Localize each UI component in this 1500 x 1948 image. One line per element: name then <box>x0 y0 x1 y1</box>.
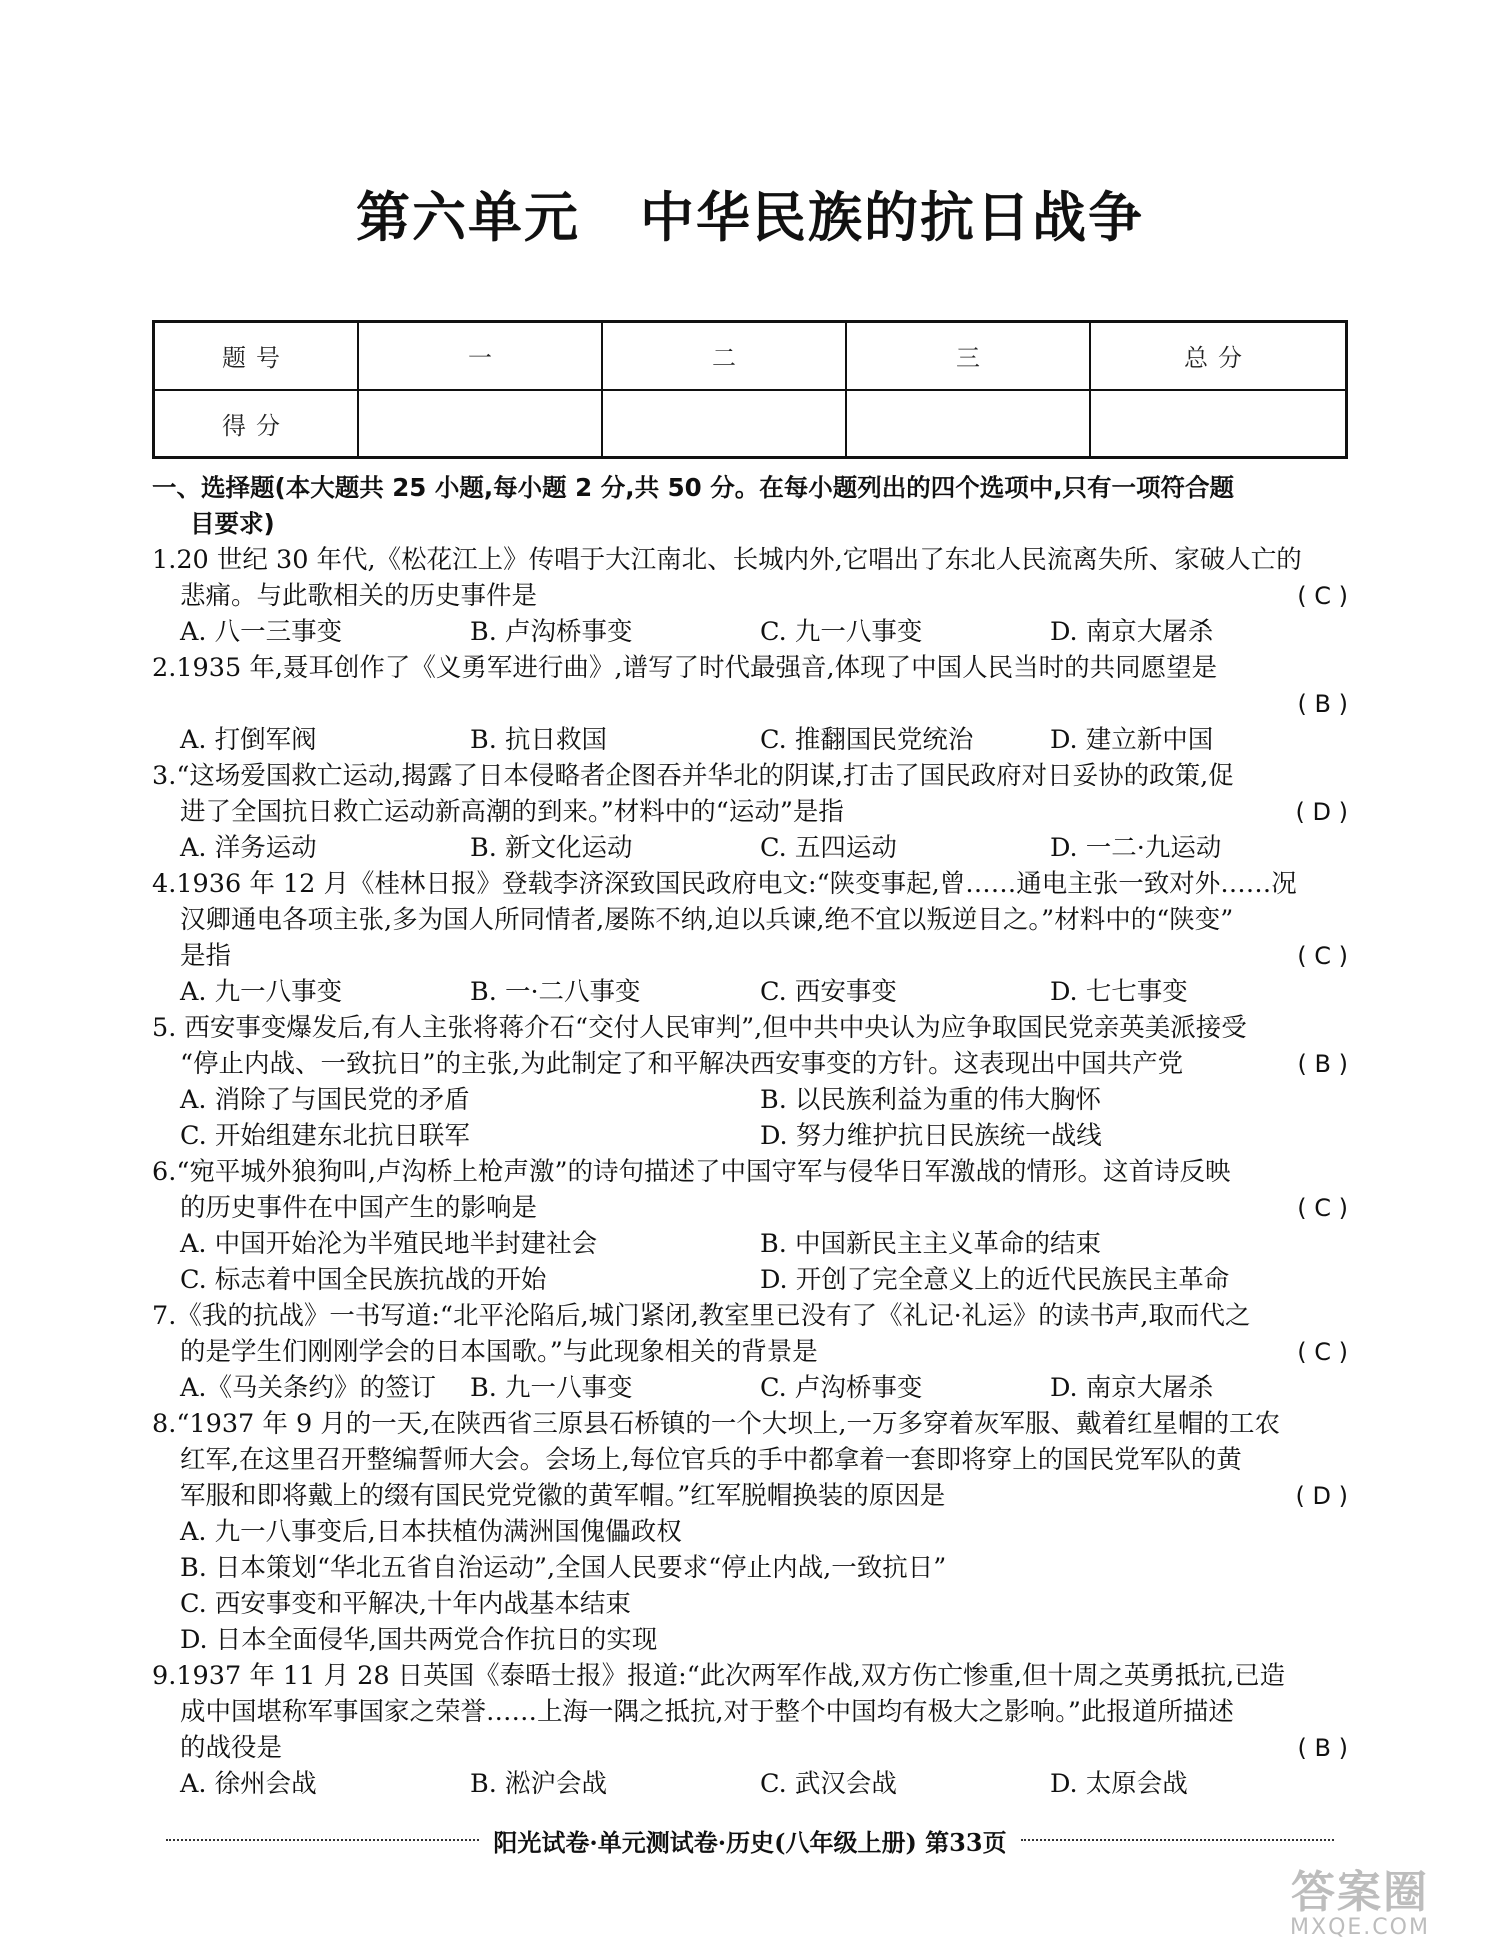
answer-mark: ( B ) <box>1297 690 1348 718</box>
options <box>152 1766 1348 1802</box>
page-footer <box>152 1820 1348 1860</box>
question-stem: 红军,在这里召开整编誓师大会。会场上,每位官兵的手中都拿着一套即将穿上的国民党军队的黄 <box>180 1445 1242 1475</box>
question-1 <box>152 542 1348 650</box>
options <box>152 1262 1348 1298</box>
question-stem-row <box>152 938 1348 974</box>
option-b: B. 卢沟桥事变 <box>470 617 633 647</box>
question-stem: “停止内战、一致抗日”的主张,为此制定了和平解决西安事变的方针。这表现出中国共产党 <box>180 1049 1184 1079</box>
option-c: C. 卢沟桥事变 <box>760 1373 923 1403</box>
question-stem: 2.1935 年,聂耳创作了《义勇军进行曲》,谱写了时代最强音,体现了中国人民当时的共同愿望是 <box>152 653 1218 683</box>
option-d: D. 南京大屠杀 <box>1050 617 1214 647</box>
option-c: C. 标志着中国全民族抗战的开始 <box>180 1265 547 1295</box>
option-b: B. 抗日救国 <box>470 725 607 755</box>
score-header-cell: 总分 <box>1090 322 1347 390</box>
answer-mark: ( C ) <box>1297 1194 1348 1222</box>
question-stem: 成中国堪称军事国家之荣誉……上海一隅之抵抗,对于整个中国均有极大之影响。”此报道所描述 <box>180 1697 1234 1727</box>
options <box>152 614 1348 650</box>
options <box>152 974 1348 1010</box>
unit-label: 第六单元 <box>356 186 580 249</box>
option-c: C. 开始组建东北抗日联军 <box>180 1121 470 1151</box>
answer-mark: ( B ) <box>1297 1050 1348 1078</box>
option-b: B. 九一八事变 <box>470 1373 633 1403</box>
question-stem-row <box>152 1478 1348 1514</box>
watermark-text: 答案圈 <box>1291 1867 1429 1918</box>
option-c: C. 武汉会战 <box>760 1769 897 1799</box>
question-stem-row <box>152 1730 1348 1766</box>
question-stem: 4.1936 年 12 月《桂林日报》登载李济深致国民政府电文:“陕变事起,曾……通电主张一致对外……况 <box>152 869 1297 899</box>
answer-mark: ( C ) <box>1297 582 1348 610</box>
option-d: D. 七七事变 <box>1050 977 1188 1007</box>
question-6 <box>152 1154 1348 1298</box>
answer-mark: ( C ) <box>1297 1338 1348 1366</box>
option-d: D. 太原会战 <box>1050 1769 1188 1799</box>
answer-mark: ( D ) <box>1295 1482 1348 1510</box>
option-a: A. 洋务运动 <box>180 833 317 863</box>
question-stem: 汉卿通电各项主张,多为国人所同情者,屡陈不纳,迫以兵谏,绝不宜以叛逆目之。”材料中的“陕变” <box>180 905 1234 935</box>
option-d: D. 日本全面侵华,国共两党合作抗日的实现 <box>180 1625 658 1655</box>
option-a: A. 九一八事变 <box>180 977 343 1007</box>
question-7 <box>152 1298 1348 1406</box>
question-stem: 5. 西安事变爆发后,有人主张将蒋介石“交付人民审判”,但中共中央认为应争取国民党亲英美派接受 <box>152 1013 1247 1043</box>
option-a: A. 徐州会战 <box>180 1769 317 1799</box>
question-stem-row <box>152 794 1348 830</box>
options <box>152 830 1348 866</box>
question-stem: 的是学生们刚刚学会的日本国歌。”与此现象相关的背景是 <box>180 1337 818 1367</box>
question-stem: 1.20 世纪 30 年代,《松花江上》传唱于大江南北、长城内外,它唱出了东北人民流离失所、家破人亡的 <box>152 545 1302 575</box>
option-a: A. 八一三事变 <box>180 617 343 647</box>
option-d: D. 建立新中国 <box>1050 725 1214 755</box>
option-a: A. 九一八事变后,日本扶植伪满洲国傀儡政权 <box>180 1517 682 1547</box>
score-cell[interactable] <box>846 390 1090 458</box>
score-cell[interactable] <box>358 390 602 458</box>
option-b: B. 一·二八事变 <box>470 977 641 1007</box>
score-header-cell: 一 <box>358 322 602 390</box>
option-c: C. 西安事变和平解决,十年内战基本结束 <box>180 1589 631 1619</box>
answer-mark: ( C ) <box>1297 942 1348 970</box>
footer-text: 阳光试卷·单元测试卷·历史(八年级上册) 第33页 <box>493 1827 1007 1857</box>
score-table-score-row <box>154 390 1347 458</box>
question-stem-row <box>152 1190 1348 1226</box>
option-d: D. 南京大屠杀 <box>1050 1373 1214 1403</box>
question-stem: 的战役是 <box>180 1733 283 1763</box>
question-stem: 的历史事件在中国产生的影响是 <box>180 1193 538 1223</box>
option-a: A. 中国开始沦为半殖民地半封建社会 <box>180 1229 598 1259</box>
question-9 <box>152 1658 1348 1802</box>
question-stem: 6.“宛平城外狼狗叫,卢沟桥上枪声激”的诗句描述了中国守军与侵华日军激战的情形。这首诗反映 <box>152 1157 1231 1187</box>
option-a: A. 消除了与国民党的矛盾 <box>180 1085 470 1115</box>
option-c: C. 九一八事变 <box>760 617 923 647</box>
watermark-url: MXQE.COM <box>1290 1915 1430 1940</box>
option-b: B. 中国新民主主义革命的结束 <box>760 1229 1101 1259</box>
option-b: B. 以民族利益为重的伟大胸怀 <box>760 1085 1101 1115</box>
question-stem: 7.《我的抗战》一书写道:“北平沦陷后,城门紧闭,教室里已没有了《礼记·礼运》的读书声,取而代之 <box>152 1301 1251 1331</box>
score-table <box>152 320 1348 459</box>
option-b: B. 新文化运动 <box>470 833 633 863</box>
question-5 <box>152 1010 1348 1154</box>
options <box>152 722 1348 758</box>
question-4 <box>152 866 1348 1010</box>
option-c: C. 推翻国民党统治 <box>760 725 974 755</box>
question-stem-row <box>152 1046 1348 1082</box>
options <box>152 1082 1348 1118</box>
question-list <box>152 470 1348 1802</box>
question-8 <box>152 1406 1348 1658</box>
question-stem: 3.“这场爱国救亡运动,揭露了日本侵略者企图吞并华北的阴谋,打击了国民政府对日妥协的政策,促 <box>152 761 1234 791</box>
score-header-cell: 二 <box>602 322 846 390</box>
question-stem: 8.“1937 年 9 月的一天,在陕西省三原县石桥镇的一个大坝上,一万多穿着灰军服、戴着红星帽的工农 <box>152 1409 1281 1439</box>
option-a: A.《马关条约》的签订 <box>180 1373 437 1403</box>
option-b: B. 淞沪会战 <box>470 1769 607 1799</box>
question-stem: 是指 <box>180 941 232 971</box>
score-header-cell: 题号 <box>154 322 359 390</box>
answer-mark: ( D ) <box>1295 798 1348 826</box>
option-c: C. 五四运动 <box>760 833 897 863</box>
section-heading <box>152 470 1348 542</box>
footer-divider-left <box>166 1839 479 1841</box>
section-heading-line: 目要求) <box>190 509 275 538</box>
option-d: D. 努力维护抗日民族统一战线 <box>760 1121 1102 1151</box>
unit-name: 中华民族的抗日战争 <box>640 186 1144 249</box>
question-stem-row <box>152 1334 1348 1370</box>
question-stem: 军服和即将戴上的缀有国民党党徽的黄军帽。”红军脱帽换装的原因是 <box>180 1481 946 1511</box>
score-table-header-row <box>154 322 1347 390</box>
question-3 <box>152 758 1348 866</box>
question-stem: 9.1937 年 11 月 28 日英国《泰晤士报》报道:“此次两军作战,双方伤亡惨重,但十周之英勇抵抗,已造 <box>152 1661 1286 1691</box>
question-stem: 悲痛。与此歌相关的历史事件是 <box>180 581 538 611</box>
option-b: B. 日本策划“华北五省自治运动”,全国人民要求“停止内战,一致抗日” <box>180 1553 947 1583</box>
score-header-cell: 三 <box>846 322 1090 390</box>
answer-mark: ( B ) <box>1297 1734 1348 1762</box>
section-heading-line: 一、选择题(本大题共 25 小题,每小题 2 分,共 50 分。在每小题列出的四个选项中,只有一项符合题 <box>152 473 1235 502</box>
option-d: D. 一二·九运动 <box>1050 833 1222 863</box>
options <box>152 1226 1348 1262</box>
option-c: C. 西安事变 <box>760 977 897 1007</box>
watermark-logo <box>1260 1867 1460 1940</box>
question-2 <box>152 650 1348 758</box>
page-title <box>0 178 1500 258</box>
score-cell[interactable] <box>1090 390 1347 458</box>
options <box>152 1370 1348 1406</box>
options <box>152 1118 1348 1154</box>
question-stem-row <box>152 578 1348 614</box>
option-d: D. 开创了完全意义上的近代民族民主革命 <box>760 1265 1230 1295</box>
score-row-label: 得分 <box>154 390 359 458</box>
score-cell[interactable] <box>602 390 846 458</box>
answer-row <box>152 686 1348 722</box>
option-a: A. 打倒军阀 <box>180 725 317 755</box>
footer-divider-right <box>1021 1839 1334 1841</box>
question-stem: 进了全国抗日救亡运动新高潮的到来。”材料中的“运动”是指 <box>180 797 844 827</box>
